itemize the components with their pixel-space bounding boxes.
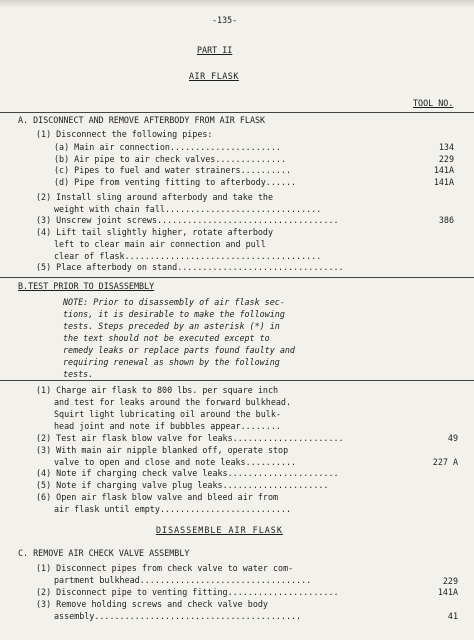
- tool-number: 141A: [433, 177, 454, 187]
- tool-number-header: TOOL NO.: [413, 98, 454, 108]
- section-b-item-1-line-3: Squirt light lubricating oil around the bulk-: [54, 409, 281, 419]
- section-a-heading: A. DISCONNECT AND REMOVE AFTERBODY FROM AIR FLASK: [18, 115, 266, 125]
- section-a-subitem-d: (d) Pipe from venting fitting to afterbody......: [54, 177, 297, 187]
- section-c-item-3-line-2: assembly.........................................: [54, 611, 302, 621]
- section-c-heading: C. REMOVE AIR CHECK VALVE ASSEMBLY: [18, 548, 190, 558]
- scan-shadow: [0, 0, 474, 8]
- section-c-item-1-line-1: (1) Disconnect pipes from check valve to water com-: [36, 563, 294, 573]
- disassemble-title: DISASSEMBLE AIR FLASK: [156, 525, 283, 535]
- section-a-item-4-line-3: clear of flask.......................................: [54, 251, 322, 261]
- section-title: AIR FLASK: [189, 71, 239, 81]
- tool-number: 386: [438, 215, 454, 225]
- part-title: PART II: [197, 45, 233, 55]
- tool-number: 41: [447, 611, 458, 621]
- tool-number: 134: [438, 142, 454, 152]
- note-line-3: tests. Steps preceded by an asterisk (*) in: [63, 321, 280, 331]
- section-a-subitem-c: (c) Pipes to fuel and water strainers..........: [54, 165, 291, 175]
- top-rule: [0, 112, 474, 113]
- section-b-item-3-line-1: (3) With main air nipple blanked off, operate stop: [36, 445, 289, 455]
- note-line-7: tests.: [63, 369, 94, 379]
- rule-a: [0, 277, 474, 278]
- section-a-item-4-line-2: left to clear main air connection and pull: [54, 239, 266, 249]
- section-a-item-4-line-1: (4) Lift tail slightly higher, rotate afterbody: [36, 227, 273, 237]
- note-line-6: requiring renewal as shown by the following: [63, 357, 280, 367]
- tool-number: 141A: [437, 587, 458, 597]
- section-b-item-6-line-2: air flask until empty..........................: [54, 504, 291, 514]
- section-a-subitem-a: (a) Main air connection......................: [54, 142, 281, 152]
- section-a-subitem-b: (b) Air pipe to air check valves..............: [54, 154, 286, 164]
- section-a-item-5: (5) Place afterbody on stand.................................: [36, 262, 344, 272]
- section-b-item-1-line-2: and test for leaks around the forward bulkhead.: [54, 397, 291, 407]
- tool-number: 49: [447, 433, 458, 443]
- tool-number: 229: [438, 154, 454, 164]
- section-b-heading: B.TEST PRIOR TO DISASSEMBLY: [18, 281, 155, 291]
- section-a-item-2-line-2: weight with chain fall...............................: [54, 204, 322, 214]
- section-b-item-1-line-1: (1) Charge air flask to 800 lbs. per square inch: [36, 385, 279, 395]
- section-a-item-2-line-1: (2) Install sling around afterbody and take the: [36, 192, 273, 202]
- rule-b: [0, 380, 474, 381]
- note-line-1: NOTE: Prior to disassembly of air flask sec-: [63, 297, 285, 307]
- section-a-item-3: (3) Unscrew joint screws....................................: [36, 215, 339, 225]
- section-b-item-2: (2) Test air flask blow valve for leaks......................: [36, 433, 344, 443]
- page-number: -135-: [212, 15, 238, 25]
- note-line-4: the text should not be executed except to: [63, 333, 270, 343]
- tool-number: 227 A: [432, 457, 458, 467]
- section-b-item-1-line-4: head joint and note if bubbles appear........: [54, 421, 281, 431]
- section-a-item-1-heading: (1) Disconnect the following pipes:: [36, 129, 213, 139]
- tool-number: 141A: [433, 165, 454, 175]
- tool-number: 229: [442, 576, 458, 586]
- section-c-item-1-line-2: partment bulkhead..................................: [54, 575, 312, 585]
- section-c-item-2: (2) Disconnect pipe to venting fitting......................: [36, 587, 339, 597]
- section-b-item-4: (4) Note if charging check valve leaks......................: [36, 468, 339, 478]
- section-c-item-3-line-1: (3) Remove holding screws and check valve body: [36, 599, 268, 609]
- note-line-2: tions, it is desirable to make the following: [63, 309, 285, 319]
- note-line-5: remedy leaks or replace parts found faulty and: [63, 345, 295, 355]
- section-b-item-6-line-1: (6) Open air flask blow valve and bleed air from: [36, 492, 279, 502]
- section-b-item-3-line-2: valve to open and close and note leaks..........: [54, 457, 297, 467]
- section-b-item-5: (5) Note if charging valve plug leaks.....................: [36, 480, 329, 490]
